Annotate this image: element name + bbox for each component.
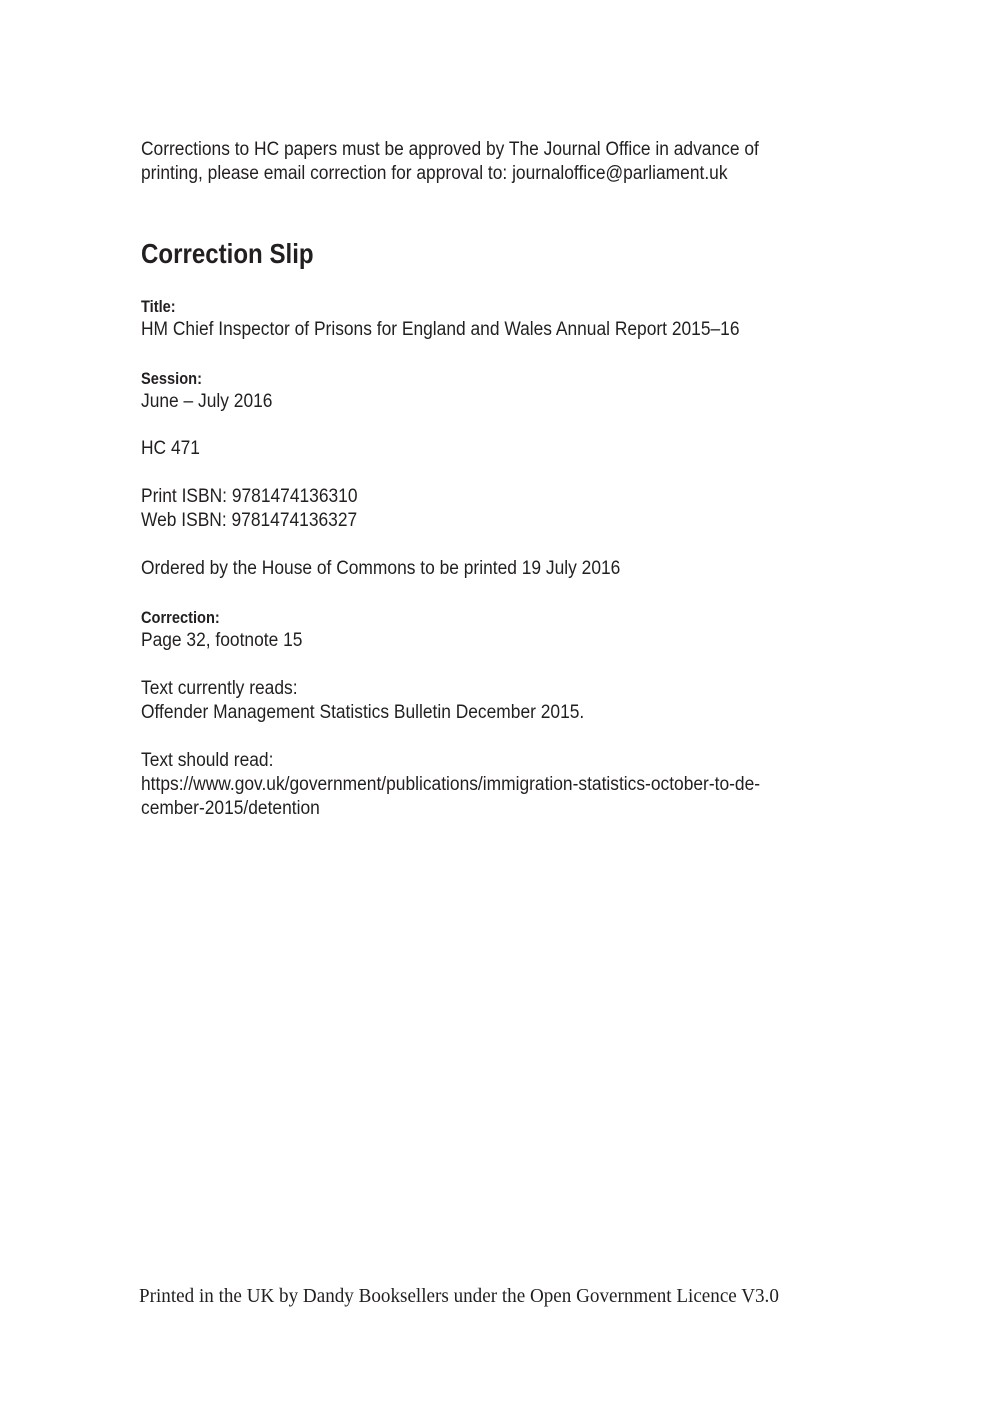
printer-footer: Printed in the UK by Dandy Booksellers under the Open Government Licence V3.0 [139, 1285, 779, 1307]
print-isbn: Print ISBN: 9781474136310 [141, 486, 358, 507]
intro-line-1: Corrections to HC papers must be approved by The Journal Office in advance of [141, 139, 759, 160]
ordered-statement: Ordered by the House of Commons to be printed 19 July 2016 [141, 558, 621, 579]
correction-location: Page 32, footnote 15 [141, 630, 303, 651]
correction-label: Correction: [141, 608, 220, 627]
page-title: Correction Slip [141, 238, 314, 269]
currently-reads-label: Text currently reads: [141, 678, 298, 699]
should-read-text-line-1: https://www.gov.uk/government/publications/immigration-statistics-october-to-de- [141, 774, 761, 795]
intro-line-2: printing, please email correction for approval to: journaloffice@parliament.uk [141, 163, 728, 184]
hc-number: HC 471 [141, 438, 200, 459]
title-value: HM Chief Inspector of Prisons for England and Wales Annual Report 2015–16 [141, 319, 740, 340]
should-read-text-line-2: cember-2015/detention [141, 798, 320, 819]
session-value: June – July 2016 [141, 391, 273, 412]
should-read-label: Text should read: [141, 750, 274, 771]
web-isbn: Web ISBN: 9781474136327 [141, 510, 358, 531]
title-label: Title: [141, 297, 176, 316]
session-label: Session: [141, 369, 202, 388]
currently-reads-text: Offender Management Statistics Bulletin December 2015. [141, 702, 585, 723]
